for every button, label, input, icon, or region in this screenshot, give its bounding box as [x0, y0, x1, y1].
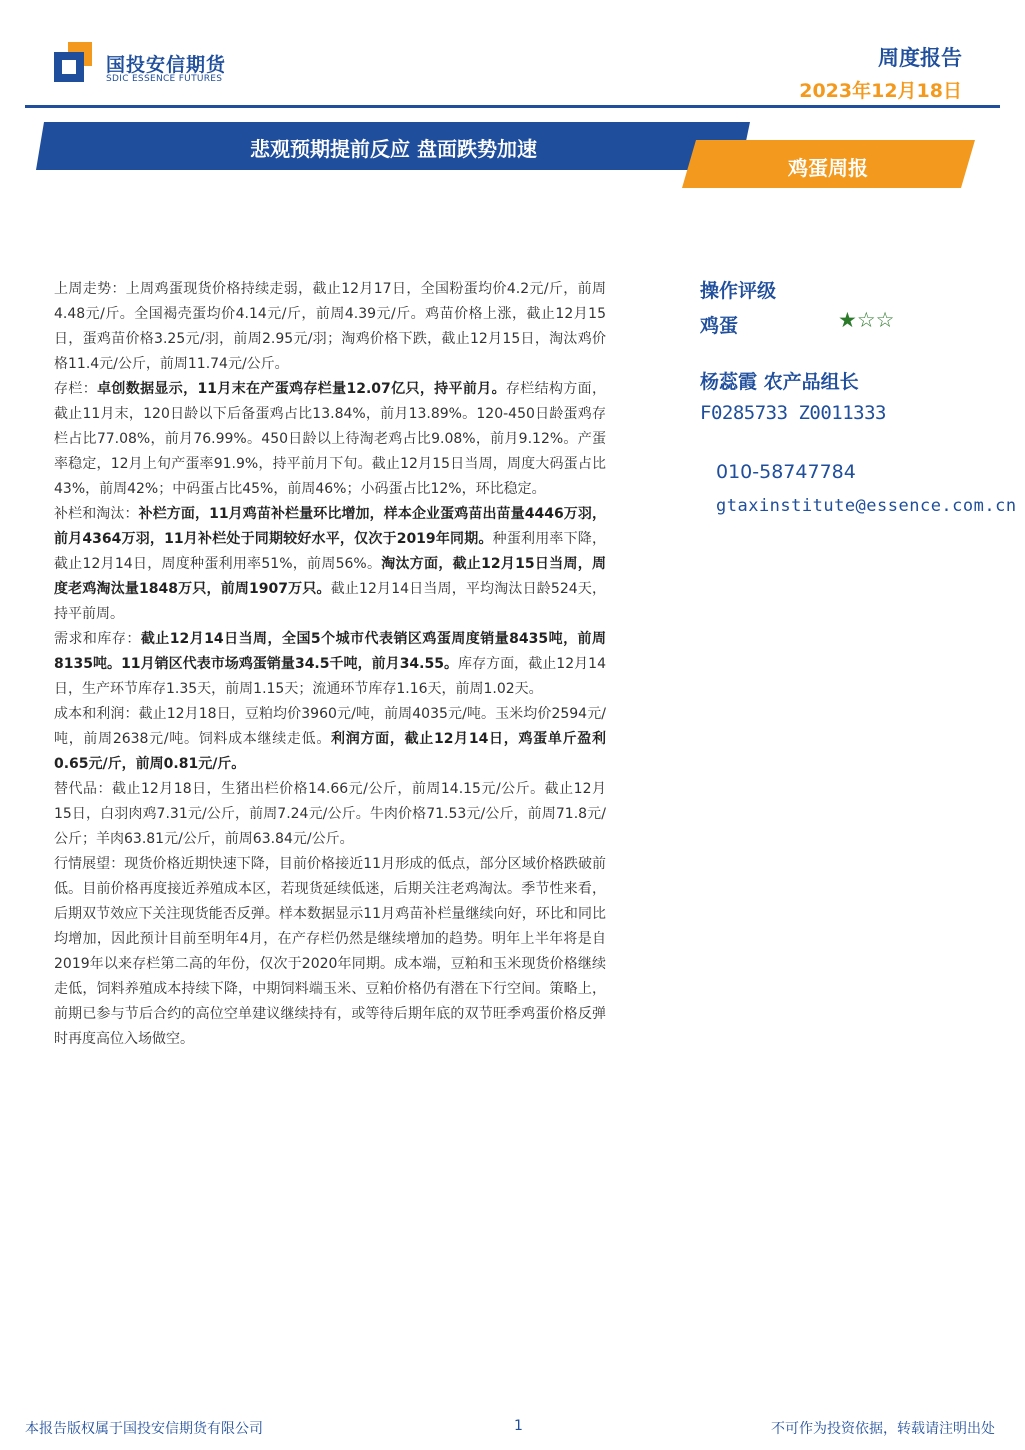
inventory-detail: 存栏结构方面，截止11月末，120日龄以下后备蛋鸡占比13.84%，前月13.89%。120-450日龄蛋鸡存栏占比77.08%，前月76.99%。450日龄以上待淘老鸡占比9.08%，前月9.12%。产蛋率稳定，12月上旬产蛋率91.9%，持平前月下旬。截止12月15日当周，周度大码蛋占比43%，前周42%；中码蛋占比45%，前周46%；小码蛋占比12%，环比稳定。 — [54, 381, 607, 497]
analyst-name: 杨蕊霞 农产品组长 — [700, 371, 859, 393]
report-type: 周度报告 — [878, 46, 962, 70]
inventory-highlight: 卓创数据显示，11月末在产蛋鸡存栏量12.07亿只，持平前月。 — [97, 381, 506, 397]
cost-detail: 截止12月18日，豆粕均价3960元/吨，前周4035元/吨。玉米均价2594元/吨，前周2638元/吨。饲料成本继续走低。 — [54, 706, 607, 747]
report-tag: 鸡蛋周报 — [788, 156, 868, 180]
rating-product: 鸡蛋 — [700, 315, 739, 337]
restock-highlight: 补栏方面，11月鸡苗补栏量环比增加，样本企业蛋鸡苗出苗量4446万羽，前月4364万羽，11月补栏处于同期较好水平，仅次于2019年同期。 — [54, 506, 606, 547]
rating-heading: 操作评级 — [700, 280, 777, 302]
report-title: 悲观预期提前反应 盘面跌势加速 — [250, 137, 537, 161]
paragraph-cost — [54, 702, 606, 777]
header-divider — [25, 105, 1000, 108]
logo-english-name: SDIC ESSENCE FUTURES — [106, 74, 223, 84]
rating-stars-icon: ★☆☆ — [838, 308, 895, 332]
report-body — [54, 277, 606, 1052]
logo-chinese-name: 国投安信期货 — [106, 54, 227, 76]
paragraph-demand — [54, 627, 606, 702]
report-date: 2023年12月18日 — [799, 80, 962, 102]
paragraph-restock — [54, 502, 606, 627]
demand-label: 需求和库存： — [54, 631, 141, 647]
paragraph-outlook: 行情展望：现货价格近期快速下降，目前价格接近11月形成的低点，部分区域价格跌破前低。目前价格再度接近养殖成本区，若现货延续低迷，后期关注老鸡淘汰。季节性来看，后期双节效应下关注现货能否反弹。样本数据显示11月鸡苗补栏量继续向好，环比和同比均增加，因此预计目前至明年4月，在产存栏仍然是继续增加的趋势。明年上半年将是自2019年以来存栏第二高的年份，仅次于2020年同期。成本端，豆粕和玉米现货价格继续走低，饲料养殖成本持续下降，中期饲料端玉米、豆粕价格仍有潜在下行空间。策略上，前期已参与节后合约的高位空单建议继续持有，或等待后期年底的双节旺季鸡蛋价格反弹时再度高位入场做空。 — [54, 856, 606, 1047]
cost-label: 成本和利润： — [54, 706, 139, 722]
footer-disclaimer: 不可作为投资依据，转载请注明出处 — [771, 1421, 995, 1437]
restock-egg-use: 种蛋利用率下降，截止12月14日，周度种蛋利用率51%，前周56%。 — [54, 531, 606, 572]
paragraph-inventory — [54, 377, 606, 502]
culling-highlight: 淘汰方面，截止12月15日当周，周度老鸡淘汰量1848万只，前周1907万只。 — [54, 556, 606, 597]
paragraph-last-week: 上周走势：上周鸡蛋现货价格持续走弱，截止12月17日，全国粉蛋均价4.2元/斤，前周4.48元/斤。全国褐壳蛋均价4.14元/斤，前周4.39元/斤。鸡苗价格上涨，截止12月15日，蛋鸡苗价格3.25元/羽，前周2.95元/羽；淘鸡价格下跌，截止12月15日，淘汰鸡价格11.4元/公斤，前周11.74元/公斤。 — [54, 281, 606, 372]
inventory-label: 存栏： — [54, 381, 98, 397]
contact-email: gtaxinstitute@essence.com.cn — [716, 496, 1017, 516]
culling-detail: 截止12月14日当周，平均淘汰日龄524天，持平前周。 — [54, 581, 606, 622]
analyst-licenses: F0285733 Z0011333 — [700, 402, 886, 424]
company-logo — [54, 40, 244, 90]
footer-copyright: 本报告版权属于国投安信期货有限公司 — [25, 1421, 263, 1437]
page-number: 1 — [514, 1418, 523, 1434]
demand-detail: 库存方面，截止12月14日，生产环节库存1.35天，前周1.15天；流通环节库存1.16天，前周1.02天。 — [54, 656, 606, 697]
paragraph-substitutes: 替代品：截止12月18日，生猪出栏价格14.66元/公斤，前周14.15元/公斤。截止12月15日，白羽肉鸡7.31元/公斤，前周7.24元/公斤。牛肉价格71.53元/公斤，前周71.8元/公斤；羊肉63.81元/公斤，前周63.84元/公斤。 — [54, 781, 606, 847]
contact-phone: 010-58747784 — [716, 461, 856, 483]
profit-highlight: 利润方面，截止12月14日，鸡蛋单斤盈利0.65元/斤，前周0.81元/斤。 — [54, 731, 606, 772]
demand-highlight: 截止12月14日当周，全国5个城市代表销区鸡蛋周度销量8435吨，前周8135吨。11月销区代表市场鸡蛋销量34.5千吨，前月34.55。 — [54, 631, 607, 672]
restock-label: 补栏和淘汰： — [54, 506, 139, 522]
logo-mark-icon — [54, 42, 96, 84]
